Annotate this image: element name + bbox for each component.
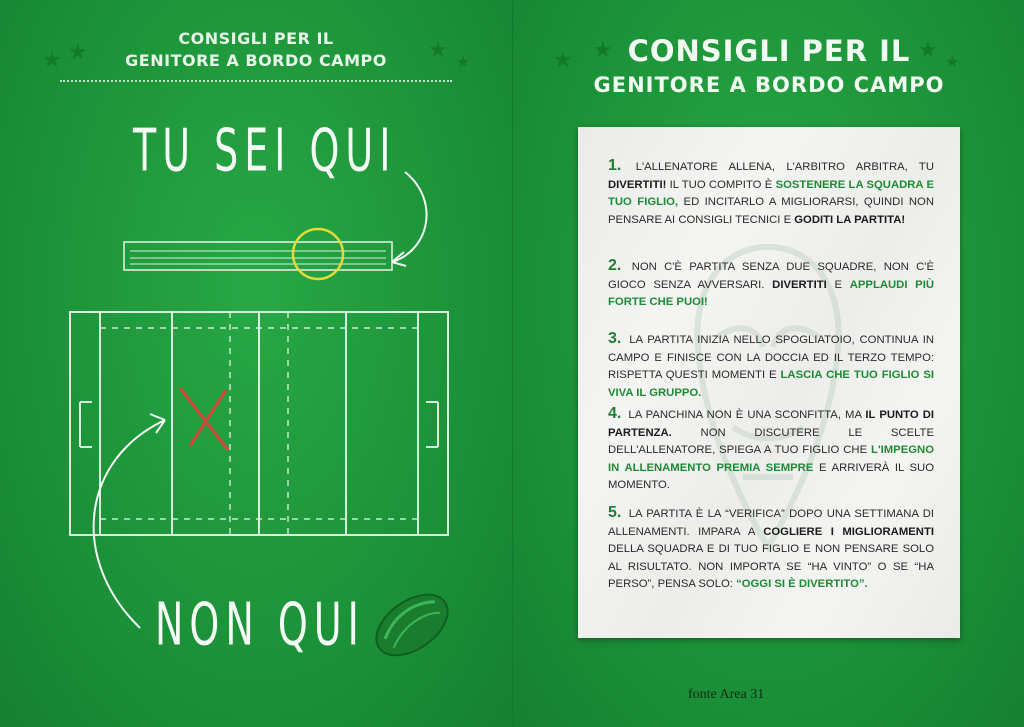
- tip-5: [608, 504, 934, 594]
- tip-text: LA PANCHINA NON È UNA SCONFITTA, MA: [628, 409, 866, 421]
- tip-text: DELLA SQUADRA E DI TUO FIGLIO E NON PENSARE SOLO AL RISULTATO. NON IMPORTA SE “HA VINTO” O SE “HA PERSO”, PENSA SOLO:: [608, 543, 934, 590]
- tip-1: [608, 157, 934, 229]
- here-circle: [293, 229, 343, 279]
- tip-number: 2.: [608, 257, 622, 274]
- tip-highlight: APPLAUDI PIÙ FORTE CHE PUOI!: [608, 278, 934, 308]
- tip-number: 4.: [608, 405, 622, 422]
- tip-highlight: COGLIERE I MIGLIORAMENTI: [763, 525, 934, 538]
- left-header-line1: CONSIGLI PER IL: [178, 29, 334, 48]
- star-icon: ★: [428, 38, 448, 63]
- tip-number: 3.: [608, 330, 622, 347]
- right-page: [512, 0, 1024, 727]
- tip-text: LA PARTITA INIZIA NELLO SPOGLIATOIO, CONTINUA IN CAMPO E FINISCE CON LA DOCCIA ED IL TERZO TEMPO: RISPETTA QUESTI MOMENTI E: [608, 334, 934, 381]
- tips-paper: [578, 127, 960, 638]
- tip-4: [608, 405, 934, 495]
- star-icon: ★: [68, 40, 88, 65]
- tip-text: L'ALLENATORE ALLENA, L'ARBITRO ARBITRA, TU: [635, 161, 934, 173]
- star-icon: ★: [918, 38, 938, 63]
- here-label: TU SEI QUI: [133, 116, 397, 185]
- tip-text: NON DISCUTERE LE SCELTE DELL'ALLENATORE, SPIEGA A TUO FIGLIO CHE: [608, 426, 934, 456]
- star-icon: ★: [456, 52, 471, 71]
- star-icon: ★: [593, 38, 613, 63]
- grandstand: [124, 242, 392, 270]
- tip-text: ED INCITARLO A MIGLIORARSI, QUINDI NON PENSARE AI CONSIGLI TECNICI E: [608, 196, 934, 226]
- tip-highlight: LASCIA CHE TUO FIGLIO SI VIVA IL GRUPPO.: [608, 369, 934, 399]
- here-arrow: [392, 172, 427, 262]
- tip-highlight: DIVERTITI: [772, 278, 827, 291]
- tip-text: NON C'È PARTITA SENZA DUE SQUADRE, NON C'È GIOCO SENZA AVVERSARI.: [608, 261, 934, 291]
- cross-mark: [180, 388, 228, 450]
- tip-text: E: [826, 278, 850, 291]
- tip-highlight: L'IMPEGNO IN ALLENAMENTO PREMIA SEMPRE: [608, 444, 934, 474]
- not-here-label: NON QUI: [155, 590, 365, 659]
- tip-number: 1.: [608, 157, 622, 174]
- tip-highlight: “OGGI SI È DIVERTITO”.: [736, 578, 868, 590]
- star-icon: ★: [945, 52, 960, 71]
- tip-text: E ARRIVERÀ IL SUO MOMENTO.: [608, 461, 935, 491]
- page-subtitle: GENITORE A BORDO CAMPO: [593, 73, 945, 97]
- star-icon: ★: [553, 48, 573, 73]
- left-header-line2: GENITORE A BORDO CAMPO: [125, 51, 387, 70]
- tip-3: [608, 330, 934, 402]
- tip-highlight: IL PUNTO DI PARTENZA.: [608, 409, 935, 439]
- tip-highlight: SOSTENERE LA SQUADRA E TUO FIGLIO,: [608, 178, 935, 208]
- tip-text: IL TUO COMPITO È: [666, 178, 776, 191]
- tip-text: LA PARTITA È LA “VERIFICA” DOPO UNA SETTIMANA DI ALLENAMENTI. IMPARA A: [608, 508, 934, 538]
- source-note: fonte Area 31: [688, 687, 765, 702]
- tip-number: 5.: [608, 504, 622, 521]
- rugby-field: [70, 312, 448, 535]
- tip-highlight: DIVERTITI!: [608, 178, 667, 191]
- rugby-ball-icon: [365, 582, 458, 667]
- star-icon: ★: [42, 48, 62, 73]
- page-title: CONSIGLI PER IL: [627, 34, 911, 68]
- tip-2: [608, 257, 934, 312]
- tip-highlight: GODITI LA PARTITA!: [794, 213, 906, 226]
